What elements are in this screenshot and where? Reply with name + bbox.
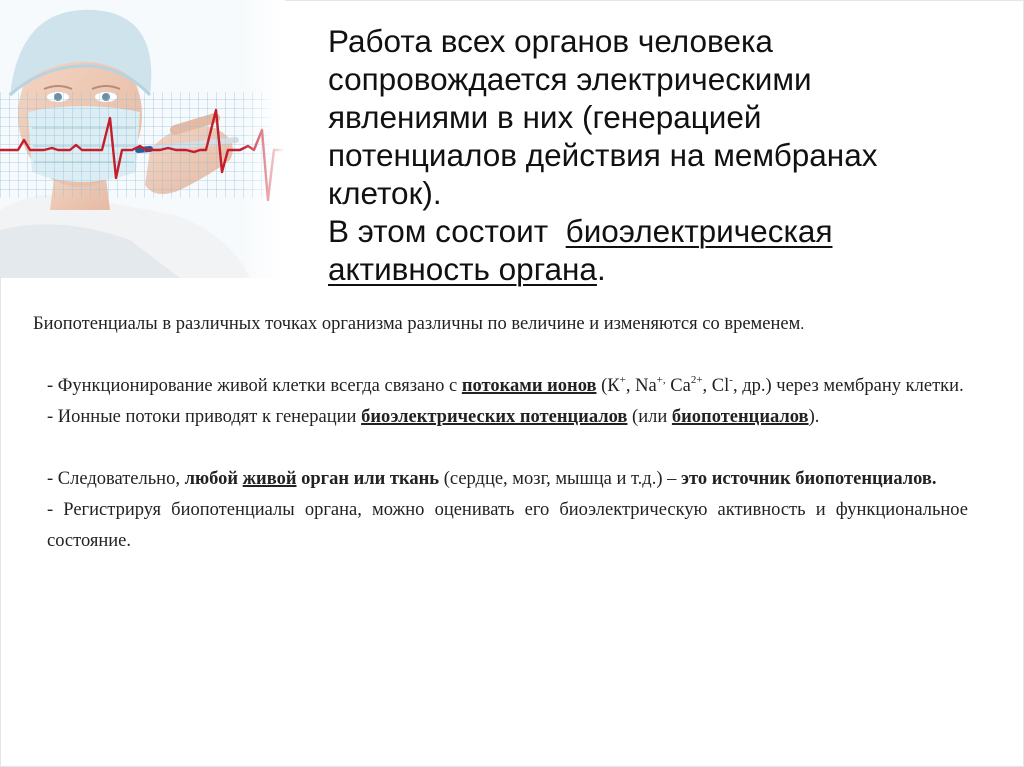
ion-na: , Na: [625, 376, 657, 396]
headline-line-6-prefix: В этом состоит: [328, 213, 549, 249]
term-ion-flows: потоками ионов: [461, 376, 597, 396]
spacer: [33, 340, 968, 371]
intro-period: .: [800, 316, 805, 333]
bullet-3-bold-3: это источник биопотенциалов.: [681, 469, 937, 489]
ions-open: (К: [601, 376, 620, 396]
doctor-ecg-illustration: [0, 0, 285, 278]
k-sup: +: [619, 374, 626, 386]
na-sup: +,: [656, 374, 666, 386]
bullet-3-bold-1: любой: [184, 469, 239, 489]
headline: [328, 22, 988, 288]
headline-line-2: сопровождается электрическими: [328, 61, 812, 97]
headline-line-4: потенциалов действия на мембранах: [328, 137, 878, 173]
bullet-3-prefix: - Следовательно,: [47, 469, 180, 489]
intro-paragraph: [33, 309, 968, 340]
term-organ-activity: активность органа: [328, 251, 597, 287]
bullet-biopotentials: [33, 402, 968, 433]
bullet-3-mid: (сердце, мозг, мышца и т.д.) –: [443, 469, 677, 489]
term-biopotentials: биопотенциалов: [671, 407, 809, 427]
bullet-ion-flows: [33, 371, 968, 402]
headline-line-7-suffix: .: [596, 251, 606, 287]
spacer: [33, 433, 968, 464]
bullet-3-bold-2: орган или ткань: [301, 469, 440, 489]
ion-ca: Ca: [670, 376, 691, 396]
bullet-1-suffix: , др.) через мембрану клетки.: [732, 376, 964, 396]
headline-line-7: [328, 250, 988, 288]
headline-line-3: явлениями в них (генерацией: [328, 99, 762, 135]
term-bioelectric-potentials: биоэлектрических потенциалов: [361, 407, 628, 427]
term-bioelectric: биоэлектрическая: [565, 213, 833, 249]
intro-text: Биопотенциалы в различных точках организма различны по величине и изменяются со временем: [33, 314, 801, 334]
doctor-ecg-photo: [0, 0, 285, 278]
headline-line-1: Работа всех органов человека: [328, 23, 773, 59]
ca-sup: 2+: [690, 374, 703, 386]
term-living: живой: [242, 469, 297, 489]
cl-sup: -: [729, 374, 733, 386]
bullet-registration: - Регистрируя биопотенциалы органа, можно оценивать его биоэлектрическую активность и функциональное состояние.: [47, 500, 968, 551]
ion-cl: , Cl: [702, 376, 730, 396]
headline-line-6: [328, 212, 988, 250]
bullet-1-prefix: - Функционирование живой клетки всегда связано с: [47, 376, 458, 396]
bullet-2-prefix: - Ионные потоки приводят к генерации: [47, 407, 357, 427]
headline-line-5: клеток).: [328, 175, 442, 211]
bullet-source: [33, 464, 968, 495]
bullet-2-mid: (или: [632, 407, 668, 427]
body-text: [33, 309, 968, 557]
bullet-2-suffix: ).: [808, 407, 820, 427]
